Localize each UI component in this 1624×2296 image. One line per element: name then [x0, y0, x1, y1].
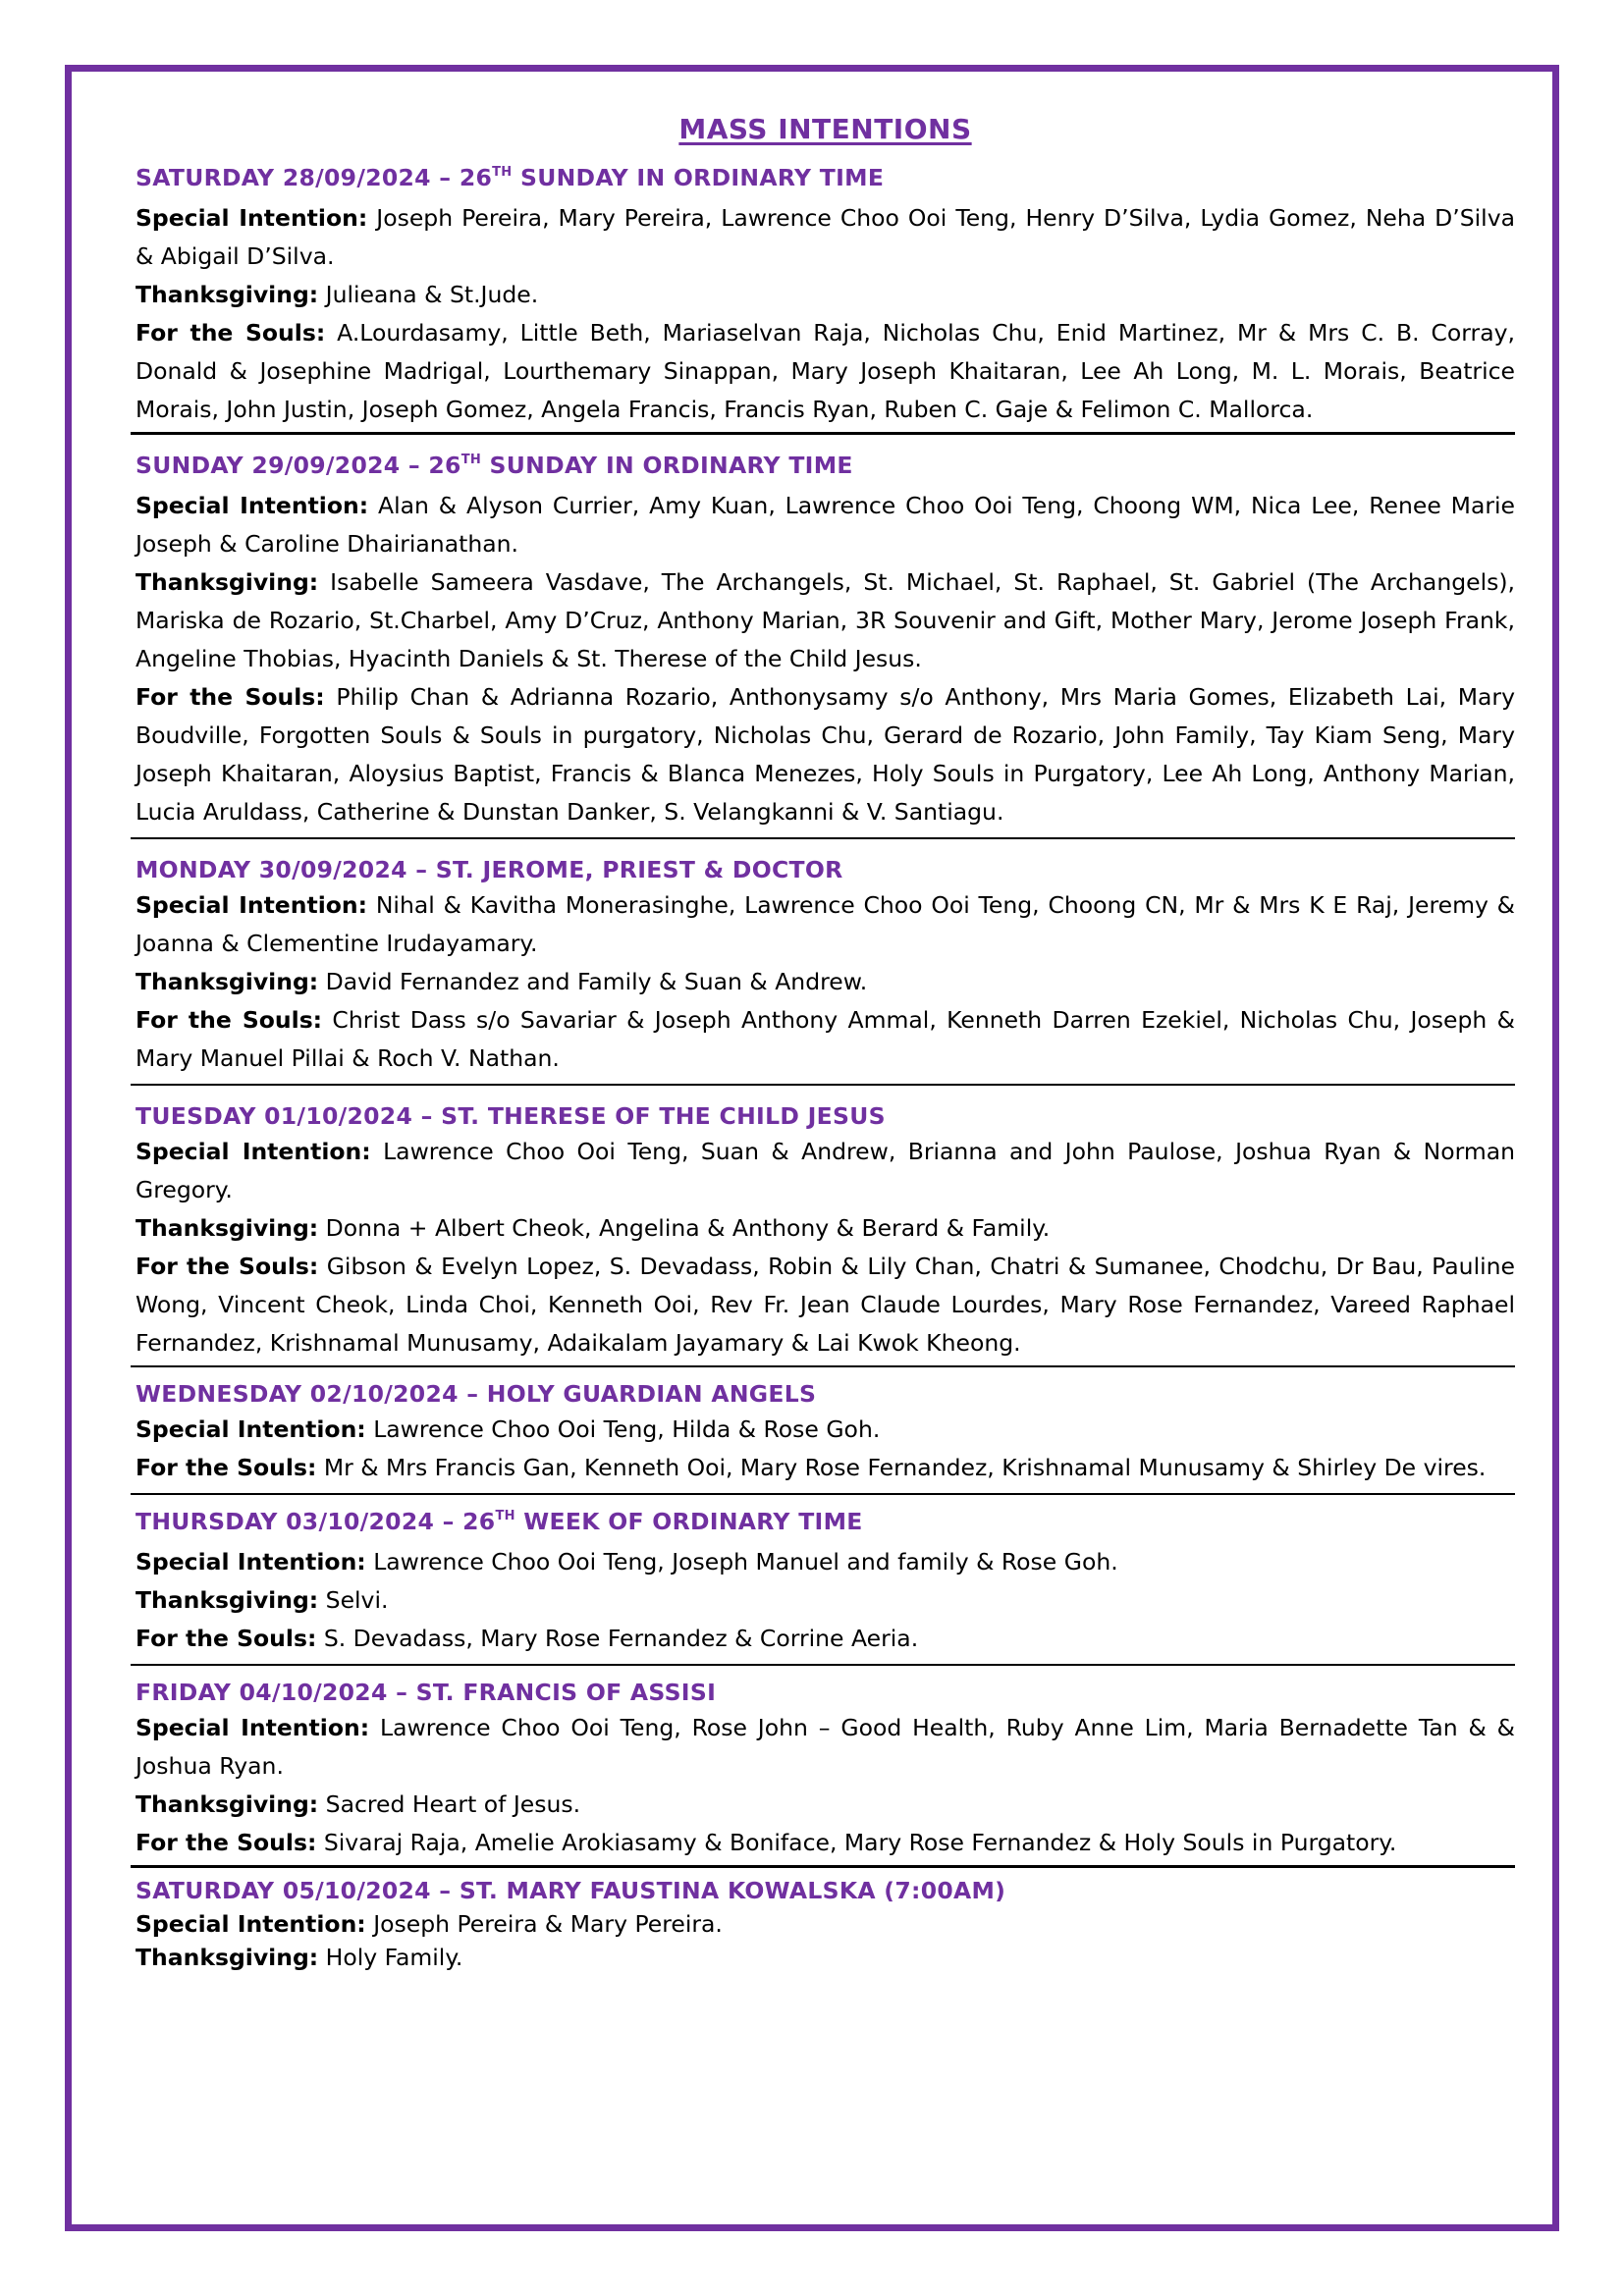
souls-names: Mr & Mrs Francis Gan, Kenneth Ooi, Mary Rose Fernandez, Krishnamal Munusamy & Shirley De vires. — [323, 1454, 1487, 1481]
section-divider — [131, 837, 1515, 839]
special-intention-entry — [135, 1543, 1515, 1581]
special-intention-entry — [135, 199, 1515, 276]
souls-names: Philip Chan & Adrianna Rozario, Anthonysamy s/o Anthony, Mrs Maria Gomes, Elizabeth Lai, Mary Boudville, Forgotten Souls & Souls in purgatory, Nicholas Chu, Gerard de Rozario, John Family, Tay Kiam Seng, Mary Joseph Khaitaran, Aloysius Baptist, Francis & Blanca Menezes, Holy Souls in Purgatory, Lee Ah Long, Anthony Marian, Lucia Aruldass, Catherine & Dunstan Danker, S. Velangkanni & V. Santiagu. — [135, 682, 1515, 826]
special-intention-names: Lawrence Choo Ooi Teng, Rose John – Good Health, Ruby Anne Lim, Maria Bernadette Tan & & Joshua Ryan. — [135, 1714, 1516, 1780]
heading-feast: SUNDAY IN ORDINARY TIME — [481, 451, 853, 479]
day-section-sat-05 — [135, 1874, 1515, 1974]
special-intention-label: Special Intention: — [135, 890, 368, 919]
section-divider — [131, 1084, 1515, 1086]
page-title: MASS INTENTIONS — [678, 113, 972, 145]
souls-entry — [135, 1824, 1515, 1862]
thanksgiving-names: Holy Family. — [325, 1943, 463, 1971]
special-intention-names: Joseph Pereira & Mary Pereira. — [373, 1909, 723, 1938]
heading-date: SATURDAY 28/09/2024 – 26 — [135, 164, 493, 191]
souls-entry — [135, 1248, 1515, 1362]
heading-feast: WEEK OF ORDINARY TIME — [514, 1508, 863, 1535]
souls-entry — [135, 314, 1515, 429]
section-heading: TUESDAY 01/10/2024 – ST. THERESE OF THE CHILD JESUS — [135, 1101, 886, 1130]
souls-label: For the Souls: — [135, 1829, 317, 1856]
souls-entry — [135, 1001, 1515, 1078]
special-intention-label: Special Intention: — [135, 1909, 366, 1938]
thanksgiving-names: Donna + Albert Cheok, Angelina & Anthony & Berard & Family. — [325, 1213, 1051, 1242]
section-divider — [131, 1365, 1515, 1368]
special-intention-names: Joseph Pereira, Mary Pereira, Lawrence Choo Ooi Teng, Henry D’Silva, Lydia Gomez, Neha D’Silva & Abigail D’Silva. — [135, 204, 1516, 270]
souls-entry — [135, 1620, 1515, 1658]
souls-names: Christ Dass s/o Savariar & Joseph Anthony Ammal, Kenneth Darren Ezekiel, Nicholas Chu, Joseph & Mary Manuel Pillai & Roch V. Nathan. — [135, 1005, 1515, 1072]
special-intention-entry — [135, 1907, 1515, 1941]
souls-label: For the Souls: — [135, 1454, 317, 1481]
section-heading — [135, 449, 1515, 487]
day-section-thu-03 — [135, 1505, 1515, 1666]
special-intention-entry — [135, 1133, 1515, 1209]
thanksgiving-entry — [135, 563, 1515, 678]
thanksgiving-names: Selvi. — [325, 1586, 389, 1614]
heading-superscript: TH — [460, 452, 482, 467]
thanksgiving-entry — [135, 276, 1515, 314]
souls-names: A.Lourdasamy, Little Beth, Mariaselvan Raja, Nicholas Chu, Enid Martinez, Mr & Mrs C. B. Corray, Donald & Josephine Madrigal, Lourthemary Sinappan, Mary Joseph Khaitaran, Lee Ah Long, M. L. Morais, Beatrice Morais, John Justin, Joseph Gomez, Angela Francis, Francis Ryan, Ruben C. Gaje & Felimon C. Mallorca. — [135, 319, 1515, 423]
special-intention-names: Alan & Alyson Currier, Amy Kuan, Lawrence Choo Ooi Teng, Choong WM, Nica Lee, Renee Marie Joseph & Caroline Dhairianathan. — [135, 491, 1515, 558]
special-intention-label: Special Intention: — [135, 491, 369, 519]
thanksgiving-label: Thanksgiving: — [135, 967, 319, 995]
day-section-tue-01 — [135, 1099, 1515, 1368]
special-intention-names: Nihal & Kavitha Monerasinghe, Lawrence Choo Ooi Teng, Choong CN, Mr & Mrs K E Raj, Jeremy & Joanna & Clementine Irudayamary. — [135, 890, 1515, 957]
section-heading — [135, 1505, 1515, 1543]
day-section-fri-04 — [135, 1676, 1515, 1868]
thanksgiving-label: Thanksgiving: — [135, 281, 319, 308]
special-intention-entry — [135, 886, 1515, 963]
thanksgiving-label: Thanksgiving: — [135, 1790, 319, 1818]
section-heading: MONDAY 30/09/2024 – ST. JEROME, PRIEST & DOCTOR — [135, 855, 843, 883]
thanksgiving-names: Sacred Heart of Jesus. — [325, 1790, 581, 1818]
thanksgiving-names: David Fernandez and Family & Suan & Andrew. — [325, 967, 868, 995]
heading-date: SUNDAY 29/09/2024 – 26 — [135, 451, 461, 479]
special-intention-label: Special Intention: — [135, 1415, 366, 1443]
souls-label: For the Souls: — [135, 1005, 323, 1034]
special-intention-names: Lawrence Choo Ooi Teng, Hilda & Rose Goh. — [373, 1415, 881, 1443]
section-divider — [131, 1865, 1515, 1868]
section-divider — [131, 1664, 1515, 1666]
thanksgiving-label: Thanksgiving: — [135, 1213, 319, 1242]
special-intention-names: Lawrence Choo Ooi Teng, Suan & Andrew, Brianna and John Paulose, Joshua Ryan & Norman Gregory. — [135, 1137, 1516, 1203]
day-section-mon-30 — [135, 853, 1515, 1086]
thanksgiving-label: Thanksgiving: — [135, 567, 319, 596]
thanksgiving-entry — [135, 1209, 1515, 1248]
heading-feast: SUNDAY IN ORDINARY TIME — [512, 164, 885, 191]
souls-names: Gibson & Evelyn Lopez, S. Devadass, Robin & Lily Chan, Chatri & Sumanee, Chodchu, Dr Bau, Pauline Wong, Vincent Cheok, Linda Choi, Kenneth Ooi, Rev Fr. Jean Claude Lourdes, Mary Rose Fernandez, Vareed Raphael Fernandez, Krishnamal Munusamy, Adaikalam Jayamary & Lai Kwok Kheong. — [135, 1252, 1515, 1357]
special-intention-label: Special Intention: — [135, 1714, 370, 1741]
souls-entry — [135, 1449, 1515, 1487]
section-divider — [131, 1493, 1515, 1495]
thanksgiving-entry — [135, 1581, 1515, 1620]
section-heading: FRIDAY 04/10/2024 – ST. FRANCIS OF ASSISI — [135, 1679, 717, 1706]
section-divider — [131, 432, 1515, 435]
souls-names: Sivaraj Raja, Amelie Arokiasamy & Boniface, Mary Rose Fernandez & Holy Souls in Purgatory. — [323, 1829, 1397, 1856]
special-intention-label: Special Intention: — [135, 1548, 366, 1575]
thanksgiving-entry — [135, 1941, 1515, 1974]
special-intention-names: Lawrence Choo Ooi Teng, Joseph Manuel and family & Rose Goh. — [373, 1548, 1118, 1575]
special-intention-entry — [135, 487, 1515, 563]
souls-label: For the Souls: — [135, 319, 326, 347]
thanksgiving-names: Isabelle Sameera Vasdave, The Archangels, St. Michael, St. Raphael, St. Gabriel (The Archangels), Mariska de Rozario, St.Charbel, Amy D’Cruz, Anthony Marian, 3R Souvenir and Gift, Mother Mary, Jerome Joseph Frank, Angeline Thobias, Hyacinth Daniels & St. Therese of the Child Jesus. — [135, 567, 1515, 672]
heading-superscript: TH — [495, 1509, 515, 1523]
thanksgiving-names: Julieana & St.Jude. — [325, 281, 539, 308]
mass-intentions-content — [135, 110, 1515, 1974]
souls-names: S. Devadass, Mary Rose Fernandez & Corrine Aeria. — [323, 1625, 919, 1652]
souls-label: For the Souls: — [135, 1625, 317, 1652]
special-intention-entry — [135, 1411, 1515, 1449]
thanksgiving-entry — [135, 963, 1515, 1001]
special-intention-label: Special Intention: — [135, 204, 368, 232]
day-section-sun-29 — [135, 449, 1515, 839]
thanksgiving-entry — [135, 1786, 1515, 1824]
special-intention-label: Special Intention: — [135, 1137, 371, 1165]
souls-label: For the Souls: — [135, 1252, 319, 1280]
section-heading — [135, 161, 1515, 199]
heading-superscript: TH — [492, 165, 513, 180]
section-heading: SATURDAY 05/10/2024 – ST. MARY FAUSTINA KOWALSKA (7:00AM) — [135, 1876, 1006, 1904]
section-heading: WEDNESDAY 02/10/2024 – HOLY GUARDIAN ANGELS — [135, 1380, 817, 1408]
day-section-wed-02 — [135, 1377, 1515, 1495]
thanksgiving-label: Thanksgiving: — [135, 1943, 319, 1971]
special-intention-entry — [135, 1709, 1515, 1786]
day-section-sat-28 — [135, 161, 1515, 435]
souls-label: For the Souls: — [135, 682, 325, 711]
souls-entry — [135, 678, 1515, 831]
heading-date: THURSDAY 03/10/2024 – 26 — [135, 1508, 496, 1535]
thanksgiving-label: Thanksgiving: — [135, 1586, 319, 1614]
